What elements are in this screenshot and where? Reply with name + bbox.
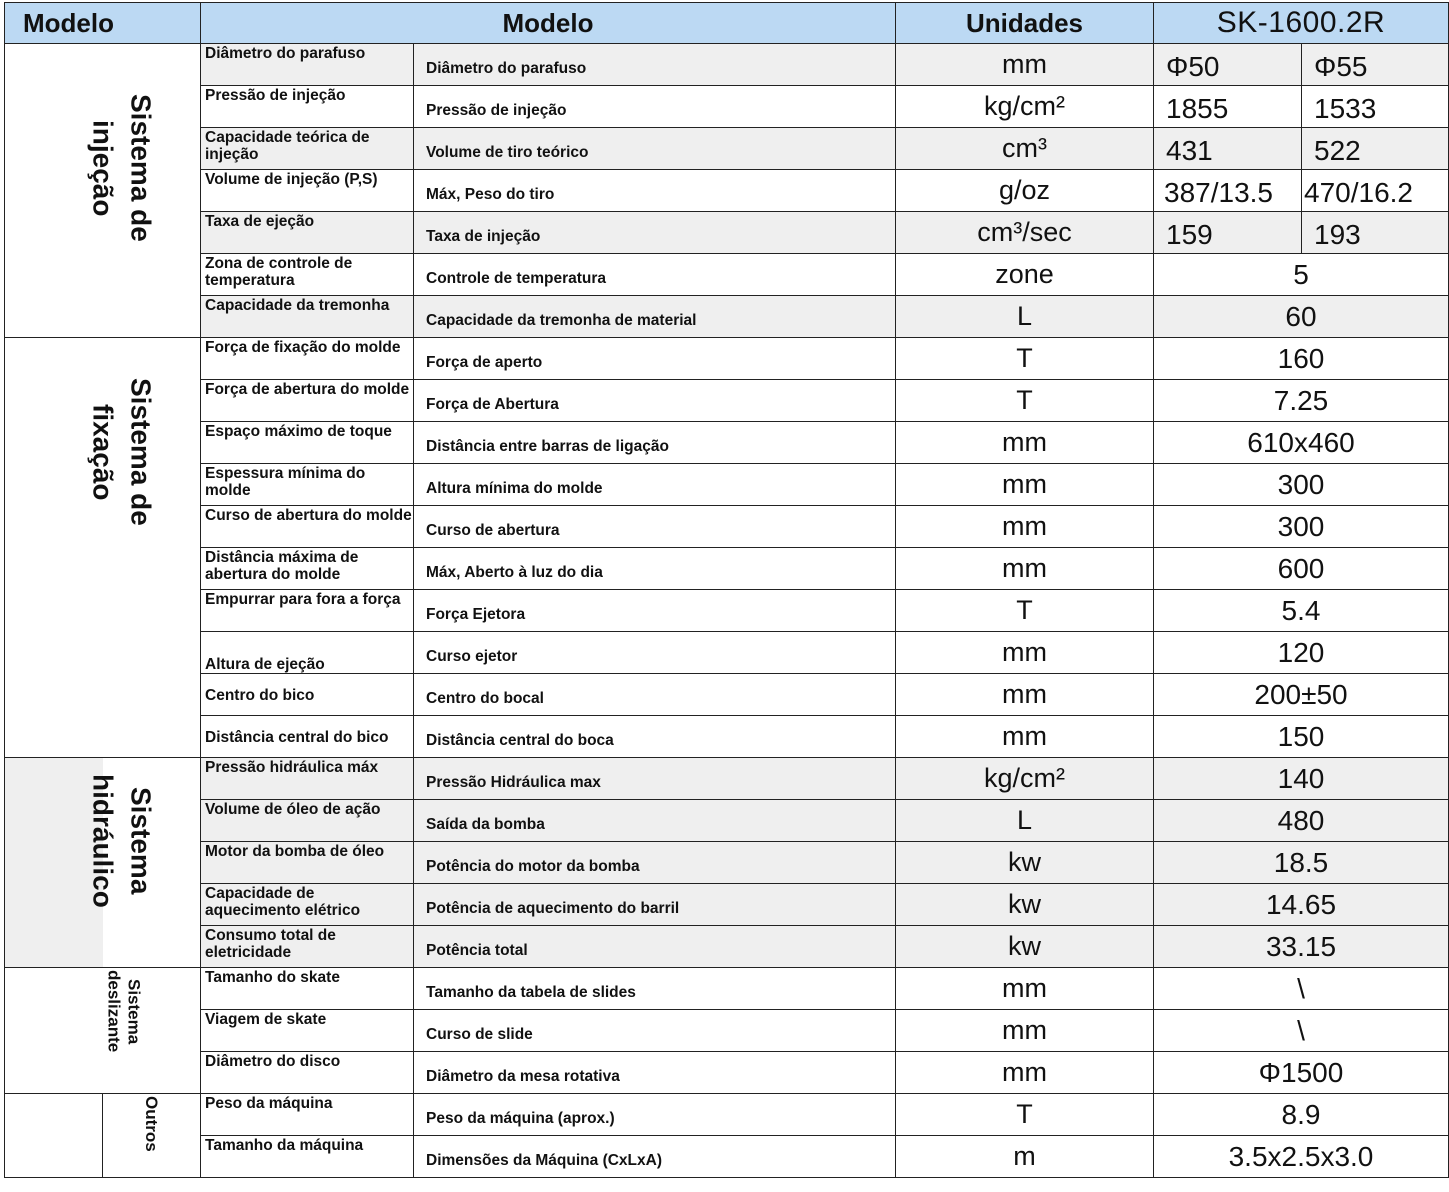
table-row xyxy=(5,926,1449,968)
header-unidades: Unidades xyxy=(896,3,1154,44)
param-desc: Potência de aquecimento do barril xyxy=(414,884,896,926)
param-desc: Controle de temperatura xyxy=(414,254,896,296)
value: Φ1500 xyxy=(1154,1052,1449,1094)
param-unit: L xyxy=(896,296,1154,338)
table-row xyxy=(5,422,1449,464)
value: 150 xyxy=(1154,716,1449,758)
param-unit: T xyxy=(896,1094,1154,1136)
param-name: Volume de óleo de ação xyxy=(201,800,414,842)
table-row xyxy=(5,842,1449,884)
table-row xyxy=(5,254,1449,296)
value-2: 193 xyxy=(1302,212,1449,254)
param-name: Empurrar para fora a força xyxy=(201,590,414,632)
param-unit: mm xyxy=(896,1010,1154,1052)
param-name: Tamanho da máquina xyxy=(201,1136,414,1178)
value: 480 xyxy=(1154,800,1449,842)
value: 5.4 xyxy=(1154,590,1449,632)
value: 7.25 xyxy=(1154,380,1449,422)
param-unit: T xyxy=(896,590,1154,632)
param-unit: cm³/sec xyxy=(896,212,1154,254)
param-unit: kw xyxy=(896,884,1154,926)
param-unit: mm xyxy=(896,968,1154,1010)
param-unit: T xyxy=(896,380,1154,422)
table-row xyxy=(5,1094,1449,1136)
table-row xyxy=(5,590,1449,632)
value-2: 1533 xyxy=(1302,86,1449,128)
value: 140 xyxy=(1154,758,1449,800)
param-desc: Saída da bomba xyxy=(414,800,896,842)
table-row xyxy=(5,1136,1449,1178)
param-unit: cm³ xyxy=(896,128,1154,170)
value: 120 xyxy=(1154,632,1449,674)
param-name: Diâmetro do disco xyxy=(201,1052,414,1094)
header-modelo-1: Modelo xyxy=(5,3,201,44)
param-desc: Diâmetro do parafuso xyxy=(414,44,896,86)
param-name: Pressão hidráulica máx xyxy=(201,758,414,800)
value: 160 xyxy=(1154,338,1449,380)
param-name: Taxa de ejeção xyxy=(201,212,414,254)
param-name: Capacidade da tremonha xyxy=(201,296,414,338)
param-name: Altura de ejeção xyxy=(201,632,414,674)
param-unit: mm xyxy=(896,44,1154,86)
param-name: Centro do bico xyxy=(201,674,414,716)
param-unit: mm xyxy=(896,548,1154,590)
value: 200±50 xyxy=(1154,674,1449,716)
param-name: Força de fixação do molde xyxy=(201,338,414,380)
param-desc: Curso de slide xyxy=(414,1010,896,1052)
param-name: Diâmetro do parafuso xyxy=(201,44,414,86)
table-row xyxy=(5,296,1449,338)
param-desc: Pressão Hidráulica max xyxy=(414,758,896,800)
param-name: Curso de abertura do molde xyxy=(201,506,414,548)
param-desc: Máx, Peso do tiro xyxy=(414,170,896,212)
section-title-sliding: Sistema deslizante xyxy=(104,970,144,1053)
param-name: Pressão de injeção xyxy=(201,86,414,128)
value: 300 xyxy=(1154,506,1449,548)
param-desc: Distância entre barras de ligação xyxy=(414,422,896,464)
param-name: Volume de injeção (P,S) xyxy=(201,170,414,212)
param-desc: Centro do bocal xyxy=(414,674,896,716)
table-row xyxy=(5,632,1449,674)
header-model-name: SK-1600.2R xyxy=(1154,3,1449,44)
table-row xyxy=(5,968,1449,1010)
table-row xyxy=(5,212,1449,254)
table-row xyxy=(5,128,1449,170)
param-desc: Altura mínima do molde xyxy=(414,464,896,506)
table-row xyxy=(5,716,1449,758)
param-desc: Peso da máquina (aprox.) xyxy=(414,1094,896,1136)
value-1: 431 xyxy=(1154,128,1302,170)
table-row xyxy=(5,758,1449,800)
param-name: Força de abertura do molde xyxy=(201,380,414,422)
param-name: Peso da máquina xyxy=(201,1094,414,1136)
value-2: 522 xyxy=(1302,128,1449,170)
param-desc: Potência do motor da bomba xyxy=(414,842,896,884)
param-name: Espaço máximo de toque xyxy=(201,422,414,464)
param-unit: mm xyxy=(896,506,1154,548)
param-desc: Curso ejetor xyxy=(414,632,896,674)
param-unit: mm xyxy=(896,674,1154,716)
header-modelo-2: Modelo xyxy=(201,3,896,44)
param-desc: Diâmetro da mesa rotativa xyxy=(414,1052,896,1094)
table-row xyxy=(5,86,1449,128)
value: 60 xyxy=(1154,296,1449,338)
param-unit: mm xyxy=(896,716,1154,758)
value: 600 xyxy=(1154,548,1449,590)
value-1: 387/13.5 xyxy=(1154,170,1302,212)
param-unit: mm xyxy=(896,422,1154,464)
param-unit: kw xyxy=(896,926,1154,968)
table-row xyxy=(5,674,1449,716)
param-name: Tamanho do skate xyxy=(201,968,414,1010)
param-unit: g/oz xyxy=(896,170,1154,212)
value-1: 1855 xyxy=(1154,86,1302,128)
table-row xyxy=(5,338,1449,380)
param-unit: mm xyxy=(896,464,1154,506)
value-2: Φ55 xyxy=(1302,44,1449,86)
param-name: Distância central do bico xyxy=(201,716,414,758)
param-name: Zona de controle de temperatura xyxy=(201,254,414,296)
value-1: 159 xyxy=(1154,212,1302,254)
param-unit: mm xyxy=(896,632,1154,674)
value: 8.9 xyxy=(1154,1094,1449,1136)
param-unit: mm xyxy=(896,1052,1154,1094)
section-title-others: Outros xyxy=(142,1096,161,1152)
param-unit: T xyxy=(896,338,1154,380)
param-desc: Tamanho da tabela de slides xyxy=(414,968,896,1010)
param-unit: zone xyxy=(896,254,1154,296)
param-name: Distância máxima de abertura do molde xyxy=(201,548,414,590)
param-unit: kg/cm² xyxy=(896,86,1154,128)
param-unit: L xyxy=(896,800,1154,842)
param-desc: Taxa de injeção xyxy=(414,212,896,254)
param-desc: Capacidade da tremonha de material xyxy=(414,296,896,338)
value: 3.5x2.5x3.0 xyxy=(1154,1136,1449,1178)
param-name: Capacidade de aquecimento elétrico xyxy=(201,884,414,926)
param-desc: Pressão de injeção xyxy=(414,86,896,128)
table-row xyxy=(5,464,1449,506)
table-row xyxy=(5,884,1449,926)
value-2: 470/16.2 xyxy=(1302,170,1449,212)
table-row xyxy=(5,44,1449,86)
param-name: Espessura mínima do molde xyxy=(201,464,414,506)
param-name: Motor da bomba de óleo xyxy=(201,842,414,884)
param-unit: kw xyxy=(896,842,1154,884)
param-desc: Força de Abertura xyxy=(414,380,896,422)
value-1: Φ50 xyxy=(1154,44,1302,86)
spec-table xyxy=(4,2,1449,1178)
param-desc: Potência total xyxy=(414,926,896,968)
value: 14.65 xyxy=(1154,884,1449,926)
param-unit: kg/cm² xyxy=(896,758,1154,800)
value: 18.5 xyxy=(1154,842,1449,884)
param-desc: Força de aperto xyxy=(414,338,896,380)
param-desc: Volume de tiro teórico xyxy=(414,128,896,170)
table-row xyxy=(5,1010,1449,1052)
param-name: Viagem de skate xyxy=(201,1010,414,1052)
value: 610x460 xyxy=(1154,422,1449,464)
section-sliding xyxy=(5,968,103,1094)
param-name: Capacidade teórica de injeção xyxy=(201,128,414,170)
value: \ xyxy=(1154,1010,1449,1052)
param-desc: Máx, Aberto à luz do dia xyxy=(414,548,896,590)
param-unit: m xyxy=(896,1136,1154,1178)
param-desc: Distância central do boca xyxy=(414,716,896,758)
section-title-clamping: Sistema de fixação xyxy=(87,378,157,526)
value: 5 xyxy=(1154,254,1449,296)
table-row xyxy=(5,800,1449,842)
param-desc: Dimensões da Máquina (CxLxA) xyxy=(414,1136,896,1178)
table-row xyxy=(5,506,1449,548)
value: 300 xyxy=(1154,464,1449,506)
table-row xyxy=(5,170,1449,212)
section-title-hydraulic: Sistema hidráulico xyxy=(87,774,157,908)
param-desc: Curso de abertura xyxy=(414,506,896,548)
table-row xyxy=(5,1052,1449,1094)
param-desc: Força Ejetora xyxy=(414,590,896,632)
section-others xyxy=(5,1094,103,1178)
section-title-injection: Sistema de injeção xyxy=(87,94,157,242)
table-row xyxy=(5,548,1449,590)
table-row xyxy=(5,380,1449,422)
value: 33.15 xyxy=(1154,926,1449,968)
value: \ xyxy=(1154,968,1449,1010)
header-row xyxy=(5,3,1449,44)
param-name: Consumo total de eletricidade xyxy=(201,926,414,968)
